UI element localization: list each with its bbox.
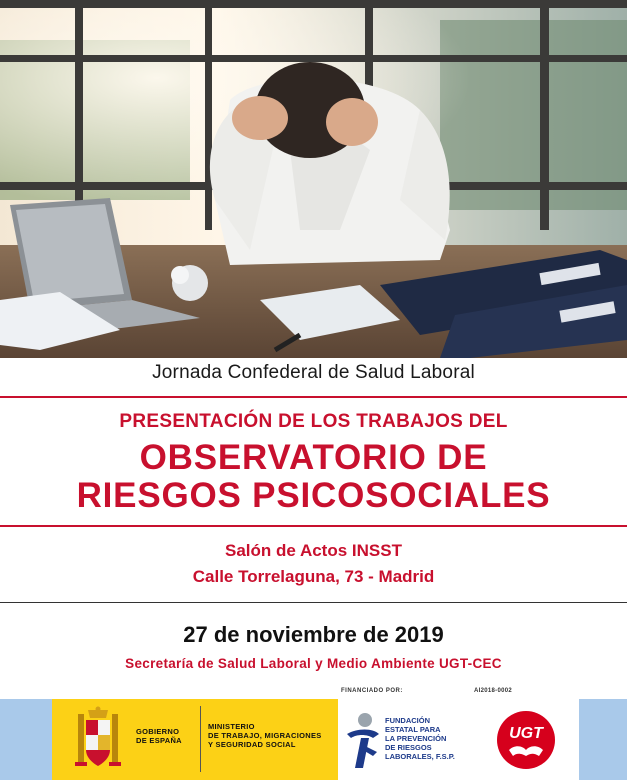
- stressed-worker-illustration: [0, 0, 627, 358]
- ministerio-text: [208, 722, 322, 749]
- divider-middle: [0, 525, 627, 527]
- event-pre-title: PRESENTACIÓN DE LOS TRABAJOS DEL: [119, 411, 508, 432]
- ministerio-line2: DE TRABAJO, MIGRACIONES: [208, 731, 322, 740]
- event-date: 27 de noviembre de 2019: [183, 622, 444, 647]
- ugt-logo-icon: [495, 706, 557, 774]
- fundacion-line2: ESTATAL PARA: [385, 725, 441, 734]
- venue-name: Salón de Actos INSST: [225, 541, 402, 560]
- footer-right-band: [579, 699, 627, 780]
- divider-bottom: [0, 602, 627, 603]
- fundacion-figure-icon: [343, 712, 383, 770]
- fundacion-line1: FUNDACIÓN: [385, 716, 430, 725]
- ugt-logo-text: UGT: [509, 725, 543, 742]
- event-title-line2: RIESGOS PSICOSOCIALES: [76, 476, 551, 515]
- event-subtitle: Jornada Confederal de Salud Laboral: [152, 362, 475, 383]
- gov-divider: [200, 706, 201, 772]
- fundacion-text: [385, 716, 455, 761]
- coat-of-arms-icon: [72, 706, 124, 774]
- gobierno-line1: GOBIERNO: [136, 727, 180, 736]
- fundacion-line5: LABORALES, F.S.P.: [385, 752, 455, 761]
- divider-top: [0, 396, 627, 398]
- venue-address: Calle Torrelaguna, 73 - Madrid: [192, 567, 435, 586]
- hero-photo: [0, 0, 627, 358]
- event-organizer: Secretaría de Salud Laboral y Medio Ambiente UGT-CEC: [125, 656, 502, 671]
- gobierno-line2: DE ESPAÑA: [136, 736, 182, 745]
- fundacion-line3: LA PREVENCIÓN: [385, 734, 447, 743]
- ministerio-line3: Y SEGURIDAD SOCIAL: [208, 740, 296, 749]
- gobierno-text: [136, 727, 182, 745]
- event-title-line1: OBSERVATORIO DE: [139, 438, 488, 477]
- ministerio-line1: MINISTERIO: [208, 722, 255, 731]
- grant-code: AI2018-0002: [474, 688, 512, 694]
- financiado-label: FINANCIADO POR:: [341, 688, 403, 694]
- footer-left-band: [0, 699, 52, 780]
- fundacion-line4: DE RIESGOS: [385, 743, 432, 752]
